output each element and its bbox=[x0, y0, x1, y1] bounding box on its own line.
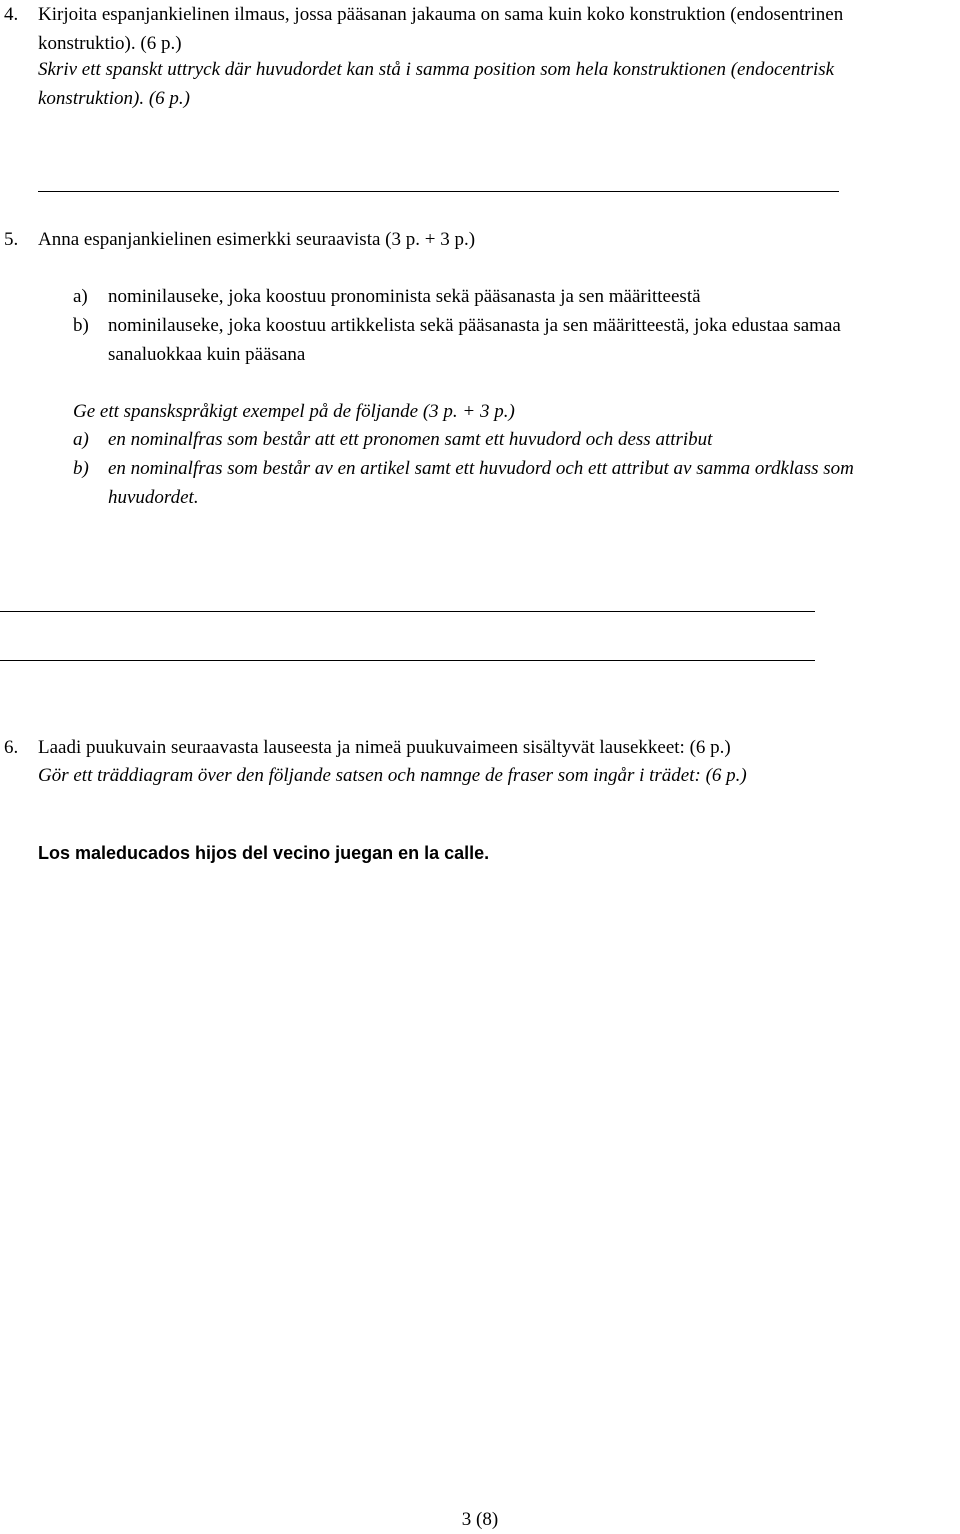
question-5-swedish-item-b-text-2: huvudordet. bbox=[108, 487, 199, 508]
question-5-finnish-item-b-marker: b) bbox=[73, 315, 89, 336]
question-5-number: 5. bbox=[4, 229, 19, 250]
question-6-swedish-text: Gör ett träddiagram över den följande satsen och namnge de fraser som ingår i trädet: (6 p.) bbox=[38, 765, 747, 786]
question-5-finnish-item-b-text-1: nominilauseke, joka koostuu artikkelista sekä pääsanasta ja sen määritteestä, joka edustaa samaa bbox=[108, 315, 841, 336]
page-number: 3 (8) bbox=[461, 1509, 499, 1530]
question-5-finnish-item-a-text: nominilauseke, joka koostuu pronominista sekä pääsanasta ja sen määritteestä bbox=[108, 286, 701, 307]
question-5-swedish-item-b-text-1: en nominalfras som består av en artikel samt ett huvudord och ett attribut av samma ordklass som bbox=[108, 458, 854, 479]
question-4-finnish-line-2: konstruktio). (6 p.) bbox=[38, 33, 182, 54]
question-5-swedish-item-a-text: en nominalfras som består att ett pronomen samt ett huvudord och dess attribut bbox=[108, 429, 713, 450]
question-4-swedish-line-2: konstruktion). (6 p.) bbox=[38, 88, 190, 109]
question-4-finnish-line-1: Kirjoita espanjankielinen ilmaus, jossa pääsanan jakauma on sama kuin koko konstruktion (endosentrinen bbox=[38, 4, 844, 25]
answer-line bbox=[0, 611, 815, 612]
question-5-finnish-title: Anna espanjankielinen esimerkki seuraavista (3 p. + 3 p.) bbox=[38, 229, 476, 250]
answer-line bbox=[0, 660, 815, 661]
example-sentence: Los maleducados hijos del vecino juegan en la calle. bbox=[38, 843, 490, 863]
question-6-finnish-text: Laadi puukuvain seuraavasta lauseesta ja nimeä puukuvaimeen sisältyvät lausekkeet: (6 p.) bbox=[38, 737, 731, 758]
question-4-number: 4. bbox=[4, 4, 19, 25]
question-6-number: 6. bbox=[4, 737, 19, 758]
answer-line bbox=[38, 191, 839, 192]
question-5-finnish-item-a-marker: a) bbox=[73, 286, 88, 307]
question-5-swedish-item-b-marker: b) bbox=[73, 458, 89, 479]
question-5-finnish-item-b-text-2: sanaluokkaa kuin pääsana bbox=[108, 344, 306, 365]
question-5-swedish-title: Ge ett spanskspråkigt exempel på de följande (3 p. + 3 p.) bbox=[73, 401, 515, 422]
question-5-swedish-item-a-marker: a) bbox=[73, 429, 89, 450]
question-4-swedish-line-1: Skriv ett spanskt uttryck där huvudordet kan stå i samma position som hela konstruktionen (endocentrisk bbox=[38, 59, 835, 80]
